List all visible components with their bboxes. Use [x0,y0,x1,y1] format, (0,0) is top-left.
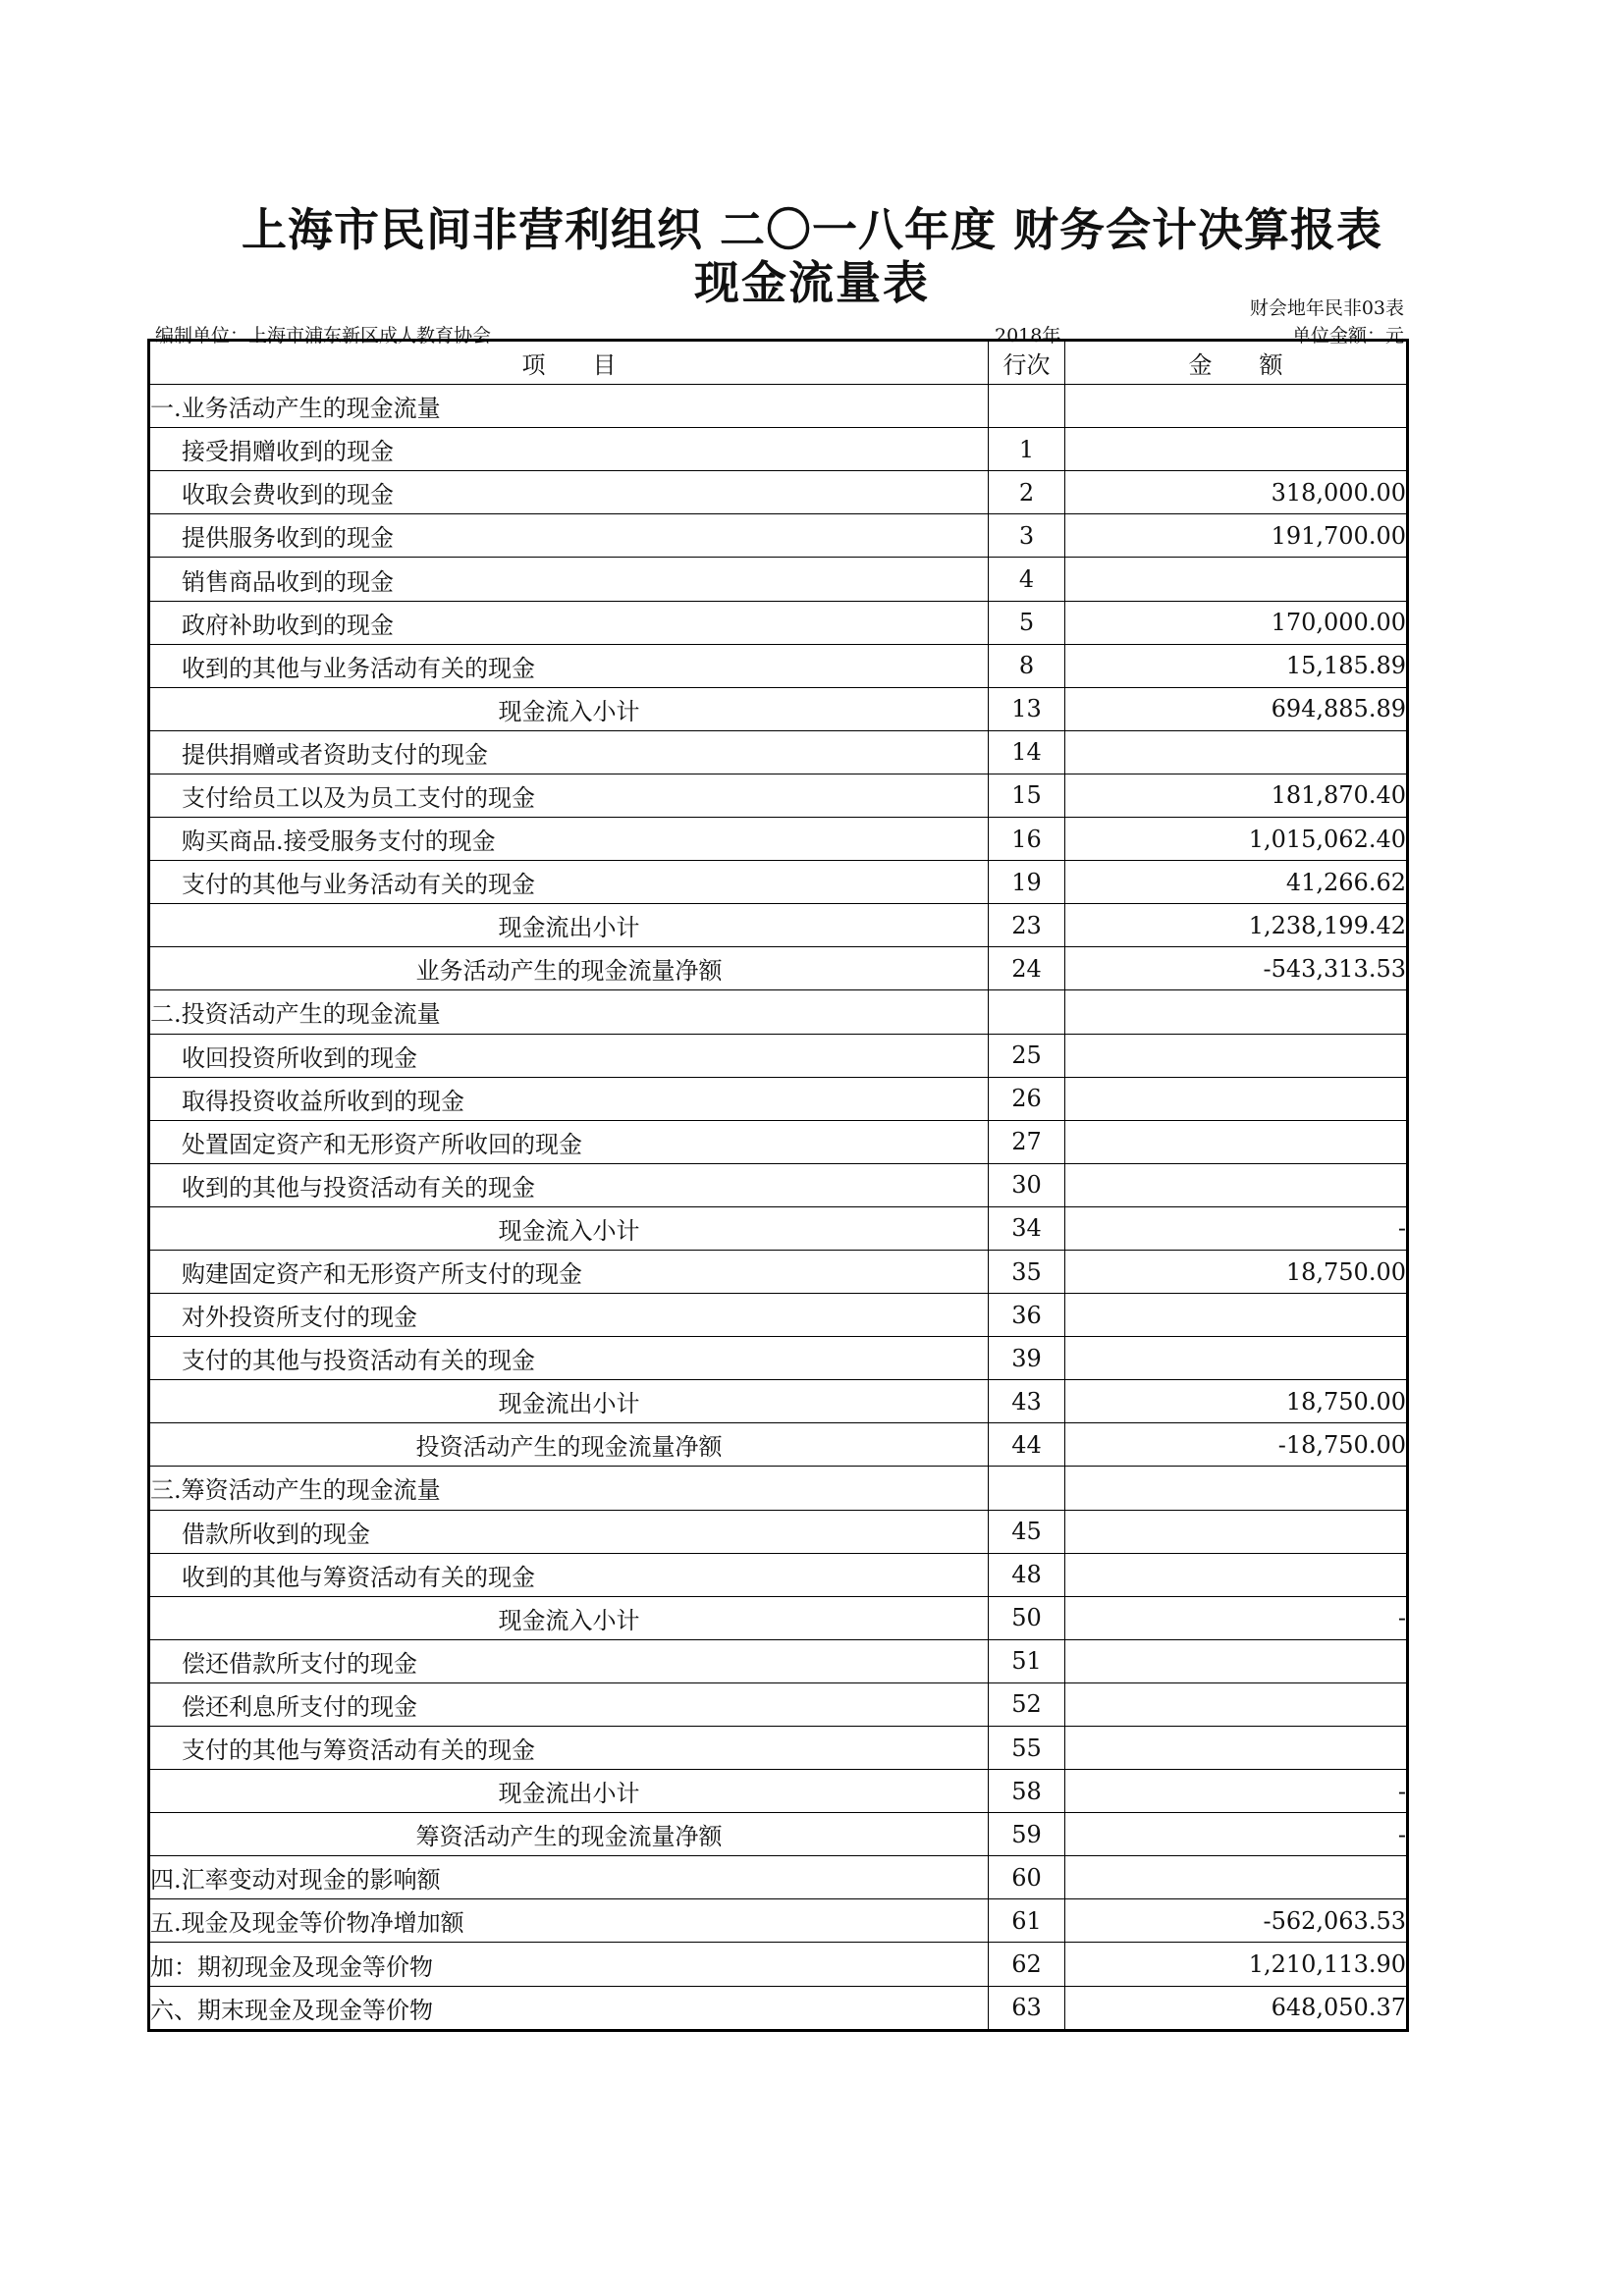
table-row [149,1639,1408,1682]
row-amount: 18,750.00 [1065,1380,1408,1423]
row-number: 63 [989,1986,1065,2030]
table-row [149,1596,1408,1639]
table-row [149,1034,1408,1077]
row-amount: -543,313.53 [1065,947,1408,990]
table-row [149,990,1408,1034]
row-number: 19 [989,861,1065,904]
row-amount: 15,185.89 [1065,644,1408,687]
row-amount: - [1065,1770,1408,1813]
table-row [149,1899,1408,1943]
table-row [149,601,1408,644]
row-amount: -18,750.00 [1065,1423,1408,1467]
table-row [149,558,1408,601]
form-code: 财会地年民非03表 [1249,297,1404,319]
table-row [149,471,1408,514]
column-header-amount: 金 额 [1065,341,1408,385]
row-item-label: 收到的其他与筹资活动有关的现金 [149,1553,989,1596]
row-amount [1065,1856,1408,1899]
row-number: 36 [989,1294,1065,1337]
row-item-label: 四.汇率变动对现金的影响额 [149,1856,989,1899]
table-row [149,1770,1408,1813]
table-row [149,1856,1408,1899]
row-amount [1065,1120,1408,1163]
row-item-label: 支付的其他与业务活动有关的现金 [149,861,989,904]
row-number: 34 [989,1206,1065,1250]
table-row [149,1077,1408,1120]
table-row [149,1467,1408,1510]
row-number: 39 [989,1337,1065,1380]
row-number: 14 [989,730,1065,774]
row-amount: 1,210,113.90 [1065,1943,1408,1986]
row-number: 50 [989,1596,1065,1639]
row-number: 51 [989,1639,1065,1682]
row-number: 5 [989,601,1065,644]
row-item-label: 投资活动产生的现金流量净额 [149,1423,989,1467]
table-row [149,1510,1408,1553]
row-number: 62 [989,1943,1065,1986]
row-amount [1065,1553,1408,1596]
table-row [149,1423,1408,1467]
table-row [149,861,1408,904]
table-row [149,1120,1408,1163]
row-number: 55 [989,1727,1065,1770]
row-amount: -562,063.53 [1065,1899,1408,1943]
table-row [149,1727,1408,1770]
row-amount: 181,870.40 [1065,774,1408,817]
table-row [149,1986,1408,2030]
row-amount: 170,000.00 [1065,601,1408,644]
row-item-label: 支付给员工以及为员工支付的现金 [149,774,989,817]
row-item-label: 三.筹资活动产生的现金流量 [149,1467,989,1510]
row-item-label: 六、期末现金及现金等价物 [149,1986,989,2030]
column-header-item: 项 目 [149,341,989,385]
table-row [149,428,1408,471]
row-amount: 648,050.37 [1065,1986,1408,2030]
row-item-label: 支付的其他与筹资活动有关的现金 [149,1727,989,1770]
row-number: 4 [989,558,1065,601]
row-amount [1065,1163,1408,1206]
row-number [989,990,1065,1034]
row-item-label: 现金流入小计 [149,687,989,730]
row-number: 27 [989,1120,1065,1163]
row-item-label: 销售商品收到的现金 [149,558,989,601]
row-amount: 1,015,062.40 [1065,818,1408,861]
row-amount [1065,730,1408,774]
row-item-label: 现金流入小计 [149,1596,989,1639]
row-item-label: 现金流出小计 [149,1770,989,1813]
row-number: 15 [989,774,1065,817]
row-number: 13 [989,687,1065,730]
table-row [149,687,1408,730]
cash-flow-table [147,339,1409,2032]
row-number: 61 [989,1899,1065,1943]
row-amount [1065,1639,1408,1682]
table-row [149,1250,1408,1293]
row-number: 8 [989,644,1065,687]
table-row [149,1337,1408,1380]
row-item-label: 提供捐赠或者资助支付的现金 [149,730,989,774]
table-header-row [149,341,1408,385]
row-item-label: 处置固定资产和无形资产所收回的现金 [149,1120,989,1163]
row-amount [1065,1727,1408,1770]
row-item-label: 政府补助收到的现金 [149,601,989,644]
table-row [149,774,1408,817]
row-number: 16 [989,818,1065,861]
row-amount [1065,1077,1408,1120]
row-amount [1065,1467,1408,1510]
table-row [149,1163,1408,1206]
row-amount [1065,385,1408,428]
row-amount: - [1065,1596,1408,1639]
row-amount: 694,885.89 [1065,687,1408,730]
row-item-label: 收回投资所收到的现金 [149,1034,989,1077]
row-number: 26 [989,1077,1065,1120]
row-item-label: 支付的其他与投资活动有关的现金 [149,1337,989,1380]
row-item-label: 取得投资收益所收到的现金 [149,1077,989,1120]
report-title: 上海市民间非营利组织 二〇一八年度 财务会计决算报表 [241,203,1383,256]
row-item-label: 现金流出小计 [149,1380,989,1423]
row-item-label: 现金流出小计 [149,904,989,947]
row-amount [1065,428,1408,471]
table-row [149,385,1408,428]
row-item-label: 接受捐赠收到的现金 [149,428,989,471]
row-item-label: 购买商品.接受服务支付的现金 [149,818,989,861]
row-number: 35 [989,1250,1065,1293]
row-number: 24 [989,947,1065,990]
row-amount [1065,1510,1408,1553]
row-number: 59 [989,1813,1065,1856]
row-number: 2 [989,471,1065,514]
table-row [149,1553,1408,1596]
row-amount [1065,1337,1408,1380]
row-number: 58 [989,1770,1065,1813]
row-item-label: 偿还利息所支付的现金 [149,1682,989,1726]
row-item-label: 业务活动产生的现金流量净额 [149,947,989,990]
table-row [149,1380,1408,1423]
row-item-label: 一.业务活动产生的现金流量 [149,385,989,428]
row-number: 60 [989,1856,1065,1899]
row-item-label: 现金流入小计 [149,1206,989,1250]
column-header-row-no: 行次 [989,341,1065,385]
table-row [149,1294,1408,1337]
row-item-label: 收到的其他与业务活动有关的现金 [149,644,989,687]
table-row [149,644,1408,687]
table-row [149,1682,1408,1726]
row-item-label: 收取会费收到的现金 [149,471,989,514]
row-item-label: 加：期初现金及现金等价物 [149,1943,989,1986]
row-amount: - [1065,1206,1408,1250]
table-row [149,1813,1408,1856]
row-amount: 41,266.62 [1065,861,1408,904]
table-row [149,1206,1408,1250]
row-item-label: 偿还借款所支付的现金 [149,1639,989,1682]
preparing-unit: 编制单位：上海市浦东新区成人教育协会 [155,325,492,345]
row-amount [1065,1034,1408,1077]
row-amount [1065,1682,1408,1726]
report-subtitle: 现金流量表 [694,256,930,309]
row-item-label: 收到的其他与投资活动有关的现金 [149,1163,989,1206]
table-row [149,514,1408,558]
row-amount: - [1065,1813,1408,1856]
row-item-label: 筹资活动产生的现金流量净额 [149,1813,989,1856]
row-amount: 191,700.00 [1065,514,1408,558]
row-number: 45 [989,1510,1065,1553]
row-item-label: 对外投资所支付的现金 [149,1294,989,1337]
row-amount: 1,238,199.42 [1065,904,1408,947]
row-number: 25 [989,1034,1065,1077]
row-item-label: 五.现金及现金等价物净增加额 [149,1899,989,1943]
row-item-label: 购建固定资产和无形资产所支付的现金 [149,1250,989,1293]
row-number: 44 [989,1423,1065,1467]
row-item-label: 借款所收到的现金 [149,1510,989,1553]
row-number: 3 [989,514,1065,558]
currency-unit: 单位金额：元 [1291,325,1404,345]
report-year: 2018年 [995,325,1061,345]
row-item-label: 提供服务收到的现金 [149,514,989,558]
row-number: 48 [989,1553,1065,1596]
table-row [149,1943,1408,1986]
row-amount: 318,000.00 [1065,471,1408,514]
row-number: 1 [989,428,1065,471]
row-amount [1065,990,1408,1034]
row-number: 43 [989,1380,1065,1423]
row-number [989,385,1065,428]
row-item-label: 二.投资活动产生的现金流量 [149,990,989,1034]
table-row [149,904,1408,947]
row-amount: 18,750.00 [1065,1250,1408,1293]
row-number [989,1467,1065,1510]
row-number: 23 [989,904,1065,947]
row-number: 52 [989,1682,1065,1726]
row-number: 30 [989,1163,1065,1206]
table-row [149,947,1408,990]
table-row [149,818,1408,861]
row-amount [1065,1294,1408,1337]
row-amount [1065,558,1408,601]
table-row [149,730,1408,774]
